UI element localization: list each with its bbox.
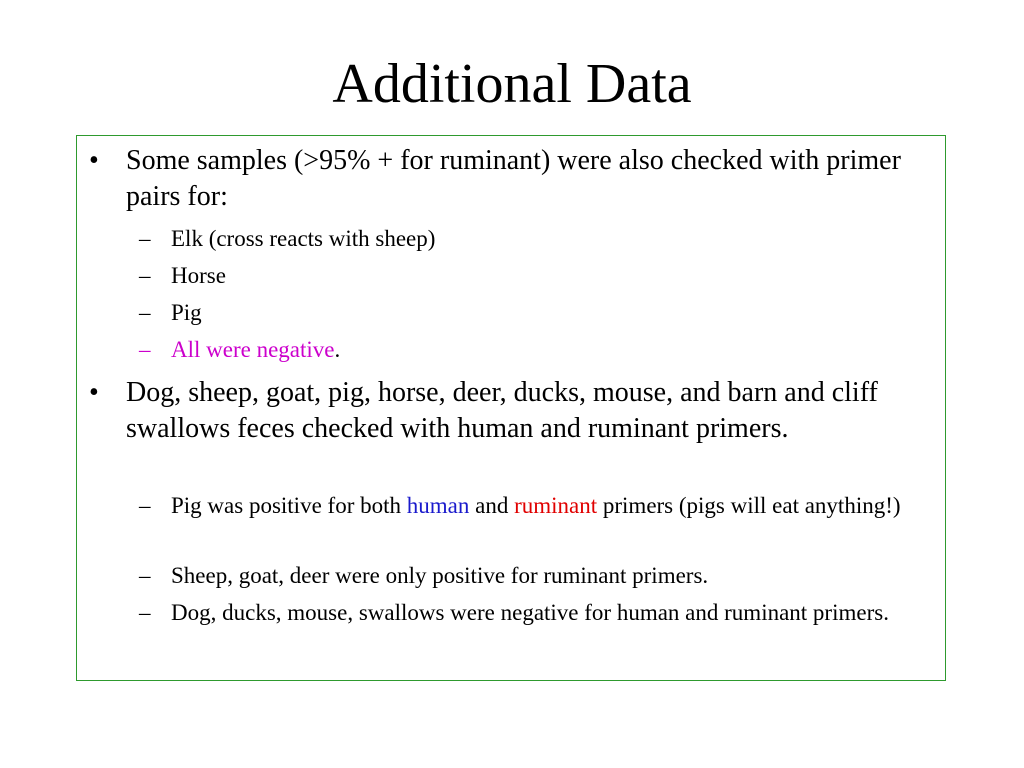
sub-item-text: Elk (cross reacts with sheep) [171,226,436,251]
sub-item-text: Dog, ducks, mouse, swallows were negative for human and ruminant primers. [171,600,889,625]
sub-item-text: Sheep, goat, deer were only positive for ruminant primers. [171,563,709,588]
sub-item-text [171,335,929,365]
sub-item [139,298,929,328]
sub-item-negative [139,335,929,365]
text-segment: Pig was positive for both [171,493,407,518]
sub-item [139,598,929,628]
ruminant-highlight: ruminant [514,493,598,518]
bullet-marker: • [89,145,99,176]
dash-marker: – [139,600,151,625]
dash-marker: – [139,263,151,288]
bullet-marker: • [89,377,99,408]
sub-item [139,561,929,591]
bullet-item [89,375,939,447]
dash-marker: – [139,493,151,518]
bullet-text: Some samples (>95% + for ruminant) were also checked with primer pairs for: [126,145,901,212]
negative-highlight: All were negative [171,337,335,362]
sub-item-text: Pig [171,300,202,325]
human-highlight: human [406,493,470,518]
trailing-period: . [334,337,341,362]
sub-item-text [171,491,929,521]
slide-title: Additional Data [332,53,692,115]
bullet-text: Dog, sheep, goat, pig, horse, deer, ducks, mouse, and barn and cliff swallows feces checked with human and ruminant primers. [126,377,878,444]
text-segment: and [469,493,515,518]
sub-item [139,261,929,291]
bullet-item [89,143,939,215]
content-frame [76,135,946,681]
dash-marker: – [139,563,151,588]
dash-marker: – [139,300,151,325]
sub-item-text: Horse [171,263,226,288]
sub-item [139,224,929,254]
dash-marker: – [139,226,151,251]
text-segment: primers (pigs will eat anything!) [597,493,901,518]
dash-marker: – [139,337,151,362]
sub-item [139,491,929,521]
